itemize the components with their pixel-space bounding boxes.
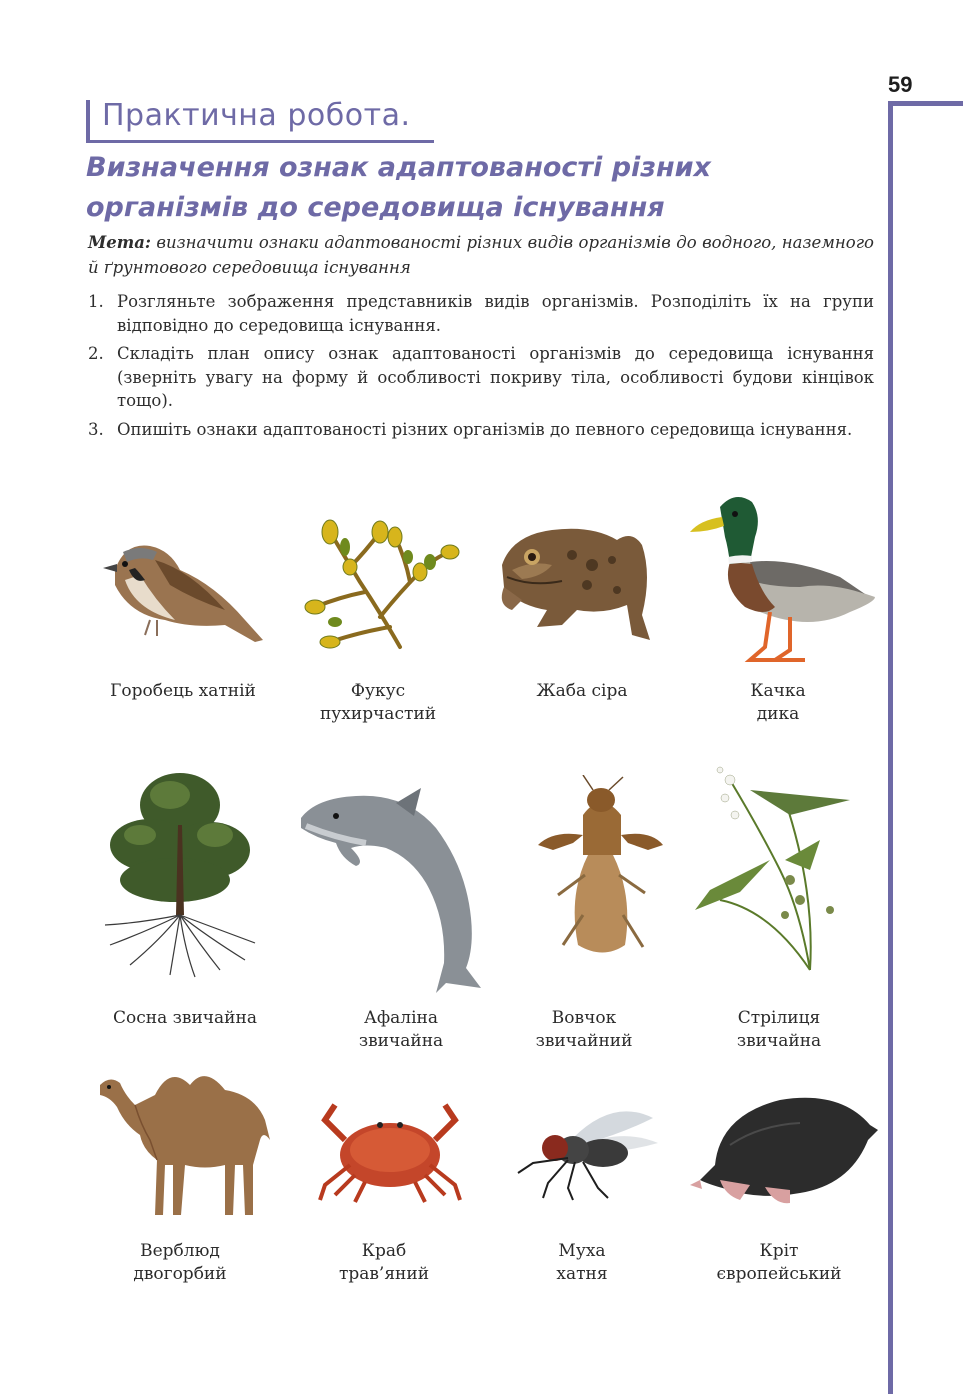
organism-caption (683, 680, 873, 726)
page-number: 59 (888, 72, 913, 97)
caption-line: звичайна (358, 1031, 444, 1051)
subtitle-line-1: Визначення ознак адаптованості різних (86, 152, 711, 183)
camel-icon (95, 1065, 275, 1225)
pine-icon (100, 765, 260, 980)
page-title: Практична робота. (102, 98, 411, 133)
organism-caption (90, 1007, 280, 1030)
duck-icon (690, 492, 880, 667)
caption-line: пухирчастий (319, 704, 437, 724)
caption-line: Качка (750, 681, 806, 701)
organism-caption (487, 1240, 677, 1286)
caption-line: Горобець хатній (110, 681, 256, 701)
organism-caption (85, 1240, 275, 1286)
caption-line: Муха (558, 1241, 606, 1261)
title-underline (86, 140, 434, 143)
task-item (88, 418, 874, 442)
organism-caption (283, 680, 473, 726)
page-edge-bar (888, 101, 893, 1394)
caption-line: Стрілиця (737, 1008, 821, 1028)
fucus-icon (290, 512, 460, 652)
caption-line: Афаліна (363, 1008, 439, 1028)
goal-label: Мета: (88, 233, 152, 252)
fly-icon (513, 1098, 663, 1203)
mole-cricket-icon (533, 775, 668, 970)
toad-icon (492, 515, 662, 650)
caption-line: двогорбий (133, 1264, 227, 1284)
organism-caption (487, 680, 677, 703)
goal-text: визначити ознаки адаптованості різних видів організмів до водного, наземного й ґрунтового середовища існування (88, 233, 874, 277)
caption-line: Сосна звичайна (113, 1008, 257, 1028)
title-bracket-left (86, 100, 90, 142)
task-number: 1. (88, 292, 104, 311)
organism-caption (88, 680, 278, 703)
caption-line: трав’яний (338, 1264, 430, 1284)
page-edge-bar-top (888, 101, 963, 106)
crab-icon (315, 1100, 465, 1205)
caption-line: Краб (361, 1241, 407, 1261)
caption-line: дика (756, 704, 800, 724)
task-item (88, 290, 874, 337)
caption-line: Жаба сіра (536, 681, 628, 701)
task-number: 2. (88, 344, 104, 363)
task-text: Складіть план опису ознак адаптованості організмів до середовища існування (зверніть увагу на форму й особливості покриву тіла, особливості будови кінцівок тощо). (117, 344, 874, 410)
caption-line: Кріт (759, 1241, 799, 1261)
page-subtitle (86, 148, 846, 228)
caption-line: європейський (716, 1264, 842, 1284)
task-number: 3. (88, 419, 104, 439)
sparrow-icon (95, 530, 265, 645)
caption-line: хатня (556, 1264, 608, 1284)
arrowhead-plant-icon (690, 760, 860, 975)
organism-caption (289, 1240, 479, 1286)
task-text: Розгляньте зображення представників видів організмів. Розподіліть їх на групи відповідно до середовища існування. (117, 292, 874, 335)
caption-line: Фукус (350, 681, 406, 701)
mole-icon (690, 1085, 880, 1210)
task-list (88, 290, 874, 446)
organism-caption (684, 1007, 874, 1053)
organism-caption (684, 1240, 874, 1286)
caption-line: звичайна (736, 1031, 822, 1051)
organism-caption (489, 1007, 679, 1053)
subtitle-line-2: організмів до середовища існування (86, 192, 665, 223)
caption-line: Верблюд (140, 1241, 220, 1261)
task-text: Опишіть ознаки адаптованості різних організмів до певного середовища існування. (117, 419, 853, 439)
caption-line: Вовчок (551, 1008, 617, 1028)
goal-paragraph (88, 230, 874, 280)
organism-caption (306, 1007, 496, 1053)
dolphin-icon (296, 788, 496, 998)
task-item (88, 342, 874, 413)
caption-line: звичайний (535, 1031, 633, 1051)
